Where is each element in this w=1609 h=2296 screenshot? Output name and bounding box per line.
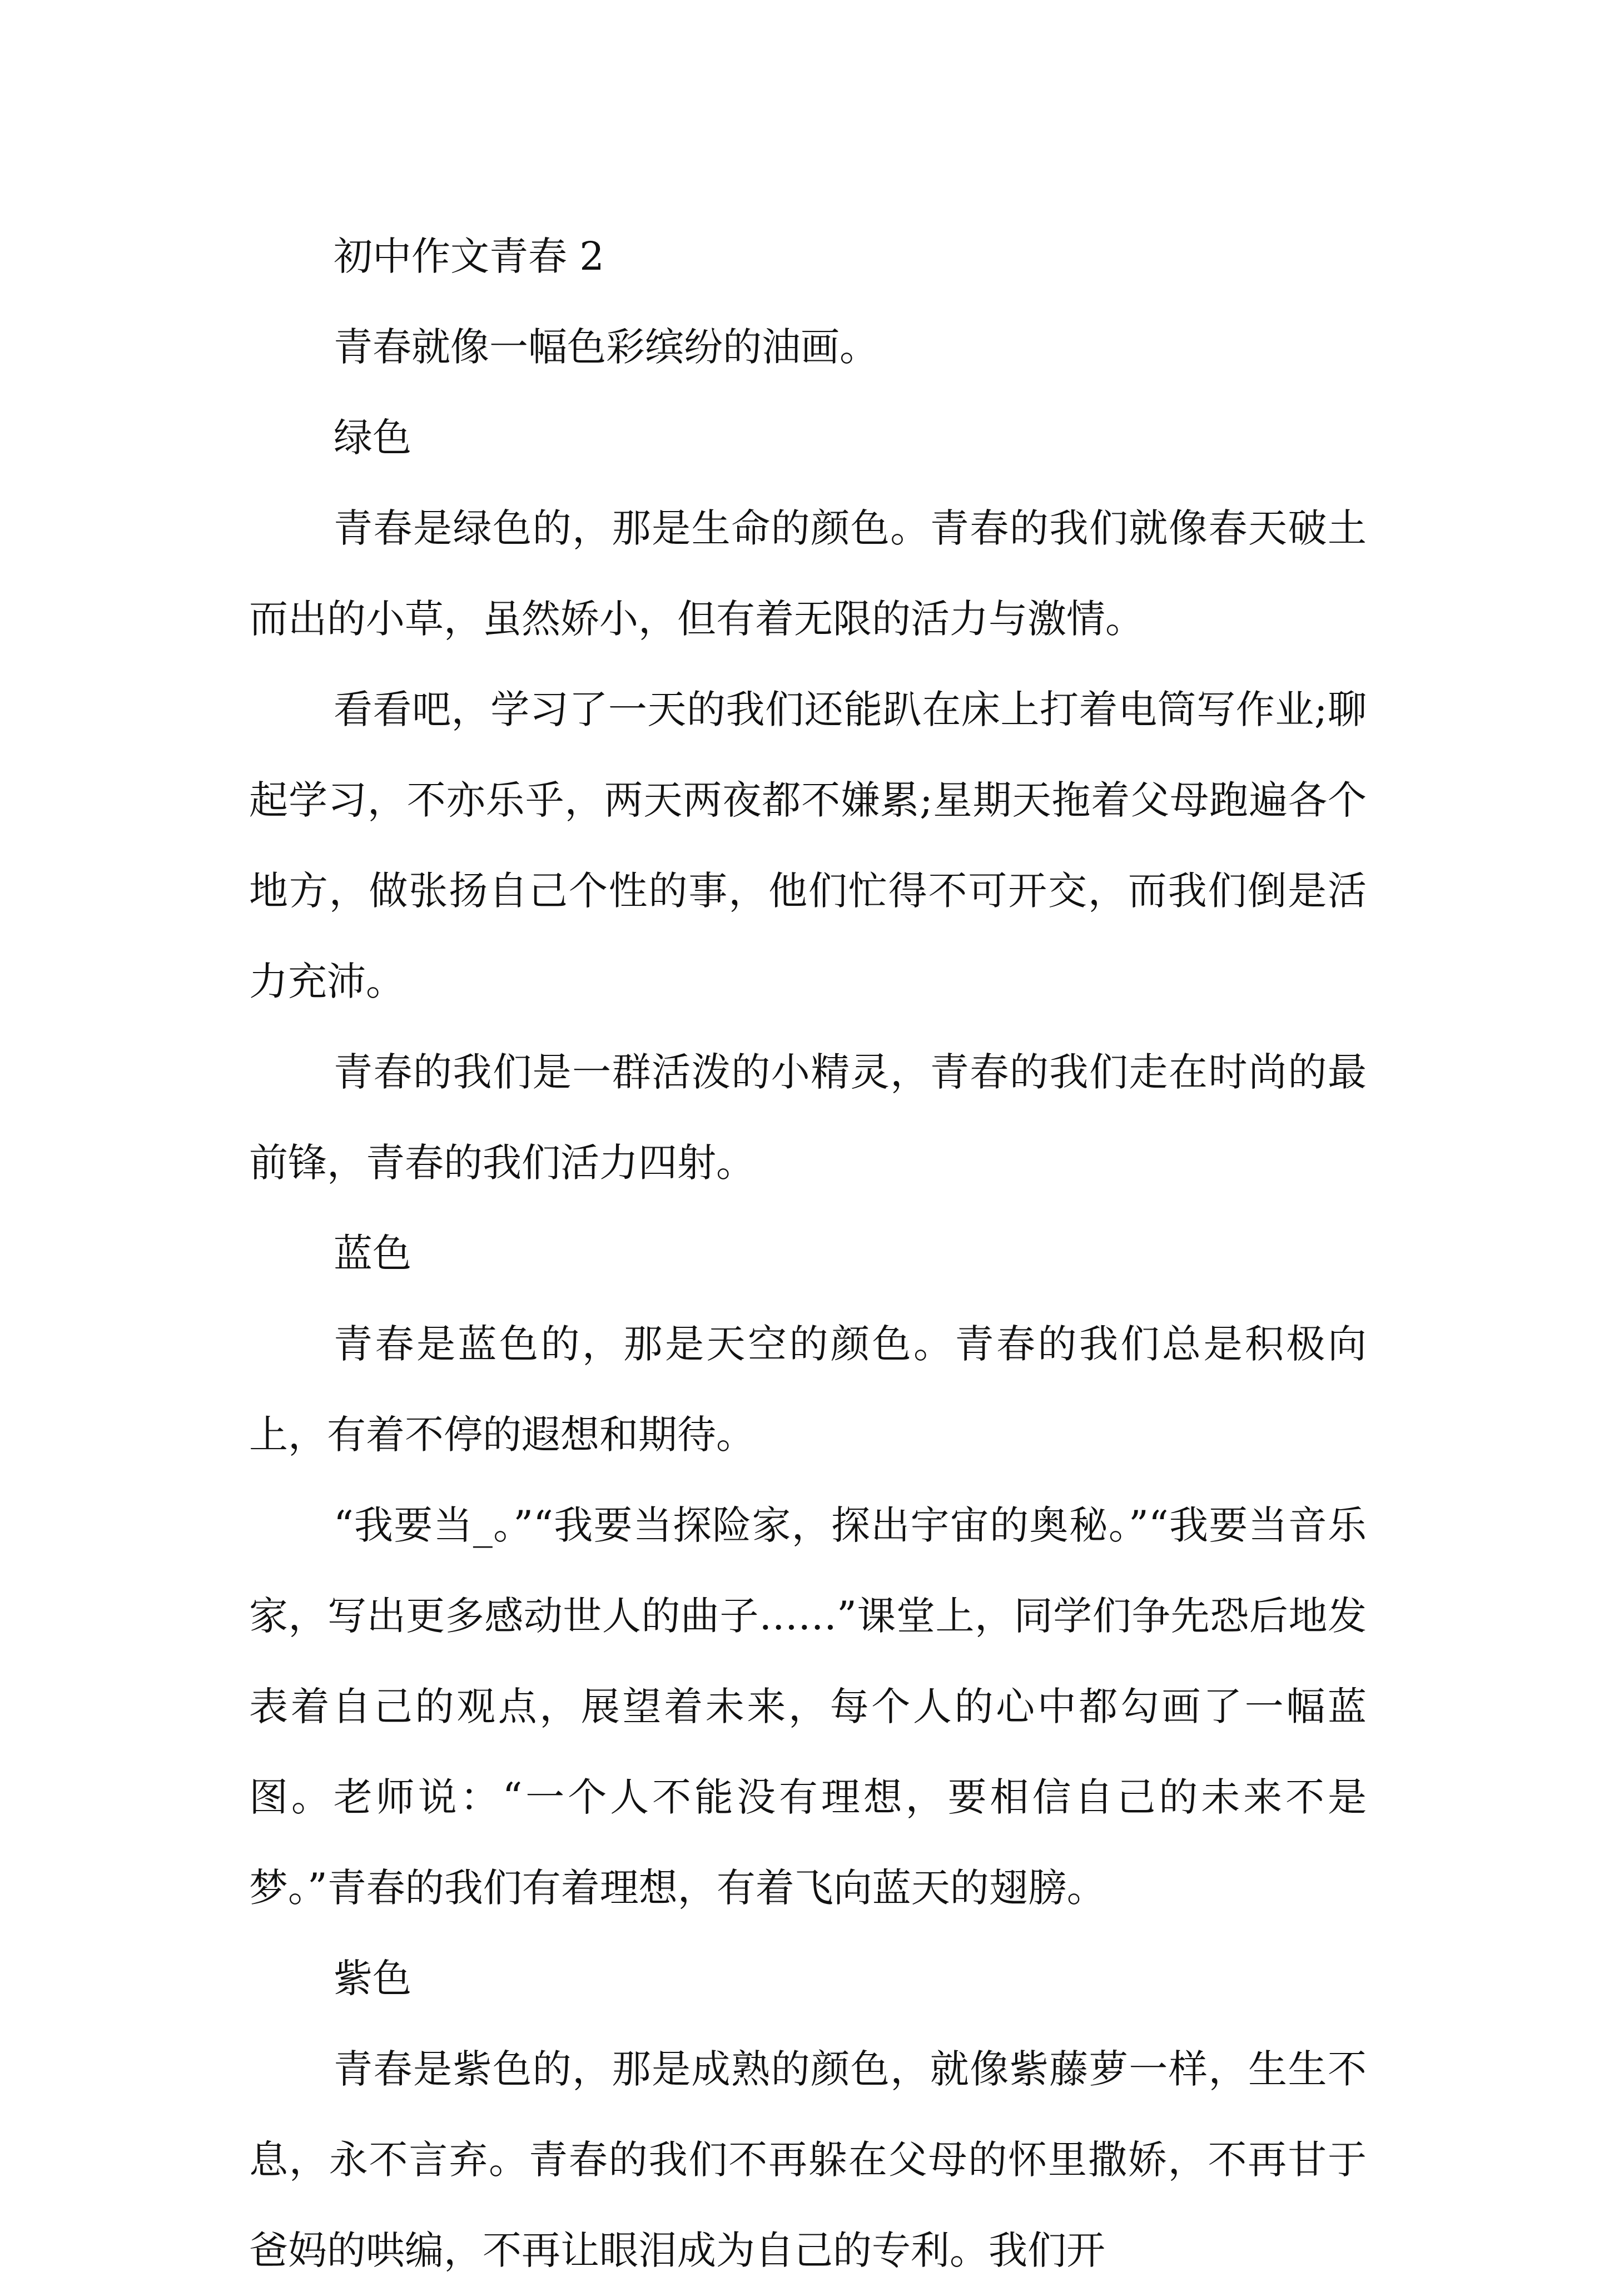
paragraph: 青春的我们是一群活泼的小精灵，青春的我们走在时尚的最前锋，青春的我们活力四射。 bbox=[249, 1049, 1367, 1186]
section-heading-green: 绿色 bbox=[334, 415, 411, 460]
paragraph: 青春是紫色的，那是成熟的颜色，就像紫藤萝一样，生生不息，永不言弃。青春的我们不再躲在父母的怀里撒娇，不再甘于爸妈的哄编，不再让眼泪成为自己的专利。我们开 bbox=[249, 2046, 1367, 2273]
paragraph: 青春就像一幅色彩缤纷的油画。 bbox=[334, 324, 878, 370]
document-title: 初中作文青春 2 bbox=[334, 234, 604, 279]
paragraph: 青春是绿色的，那是生命的颜色。青春的我们就像春天破土而出的小草，虽然娇小，但有着无限的活力与激情。 bbox=[249, 505, 1367, 642]
paragraph: 看看吧，学习了一天的我们还能趴在床上打着电筒写作业;聊起学习，不亦乐乎，两天两夜都不嫌累;星期天拖着父母跑遍各个地方，做张扬自己个性的事，他们忙得不可开交，而我们倒是活力充沛。 bbox=[249, 687, 1367, 1004]
paragraph: “我要当_。”“我要当探险家，探出宇宙的奥秘。”“我要当音乐家，写出更多感动世人的曲子……”课堂上，同学们争先恐后地发表着自己的观点，展望着未来，每个人的心中都勾画了一幅蓝图。老师说：“一个人不能没有理想，要相信自己的未来不是梦。”青春的我们有着理想，有着飞向蓝天的翅膀。 bbox=[249, 1502, 1367, 1911]
section-heading-purple: 紫色 bbox=[334, 1956, 411, 2001]
section-heading-blue: 蓝色 bbox=[334, 1231, 411, 1276]
paragraph: 青春是蓝色的，那是天空的颜色。青春的我们总是积极向上，有着不停的遐想和期待。 bbox=[249, 1321, 1367, 1457]
document-body bbox=[249, 211, 1367, 2296]
